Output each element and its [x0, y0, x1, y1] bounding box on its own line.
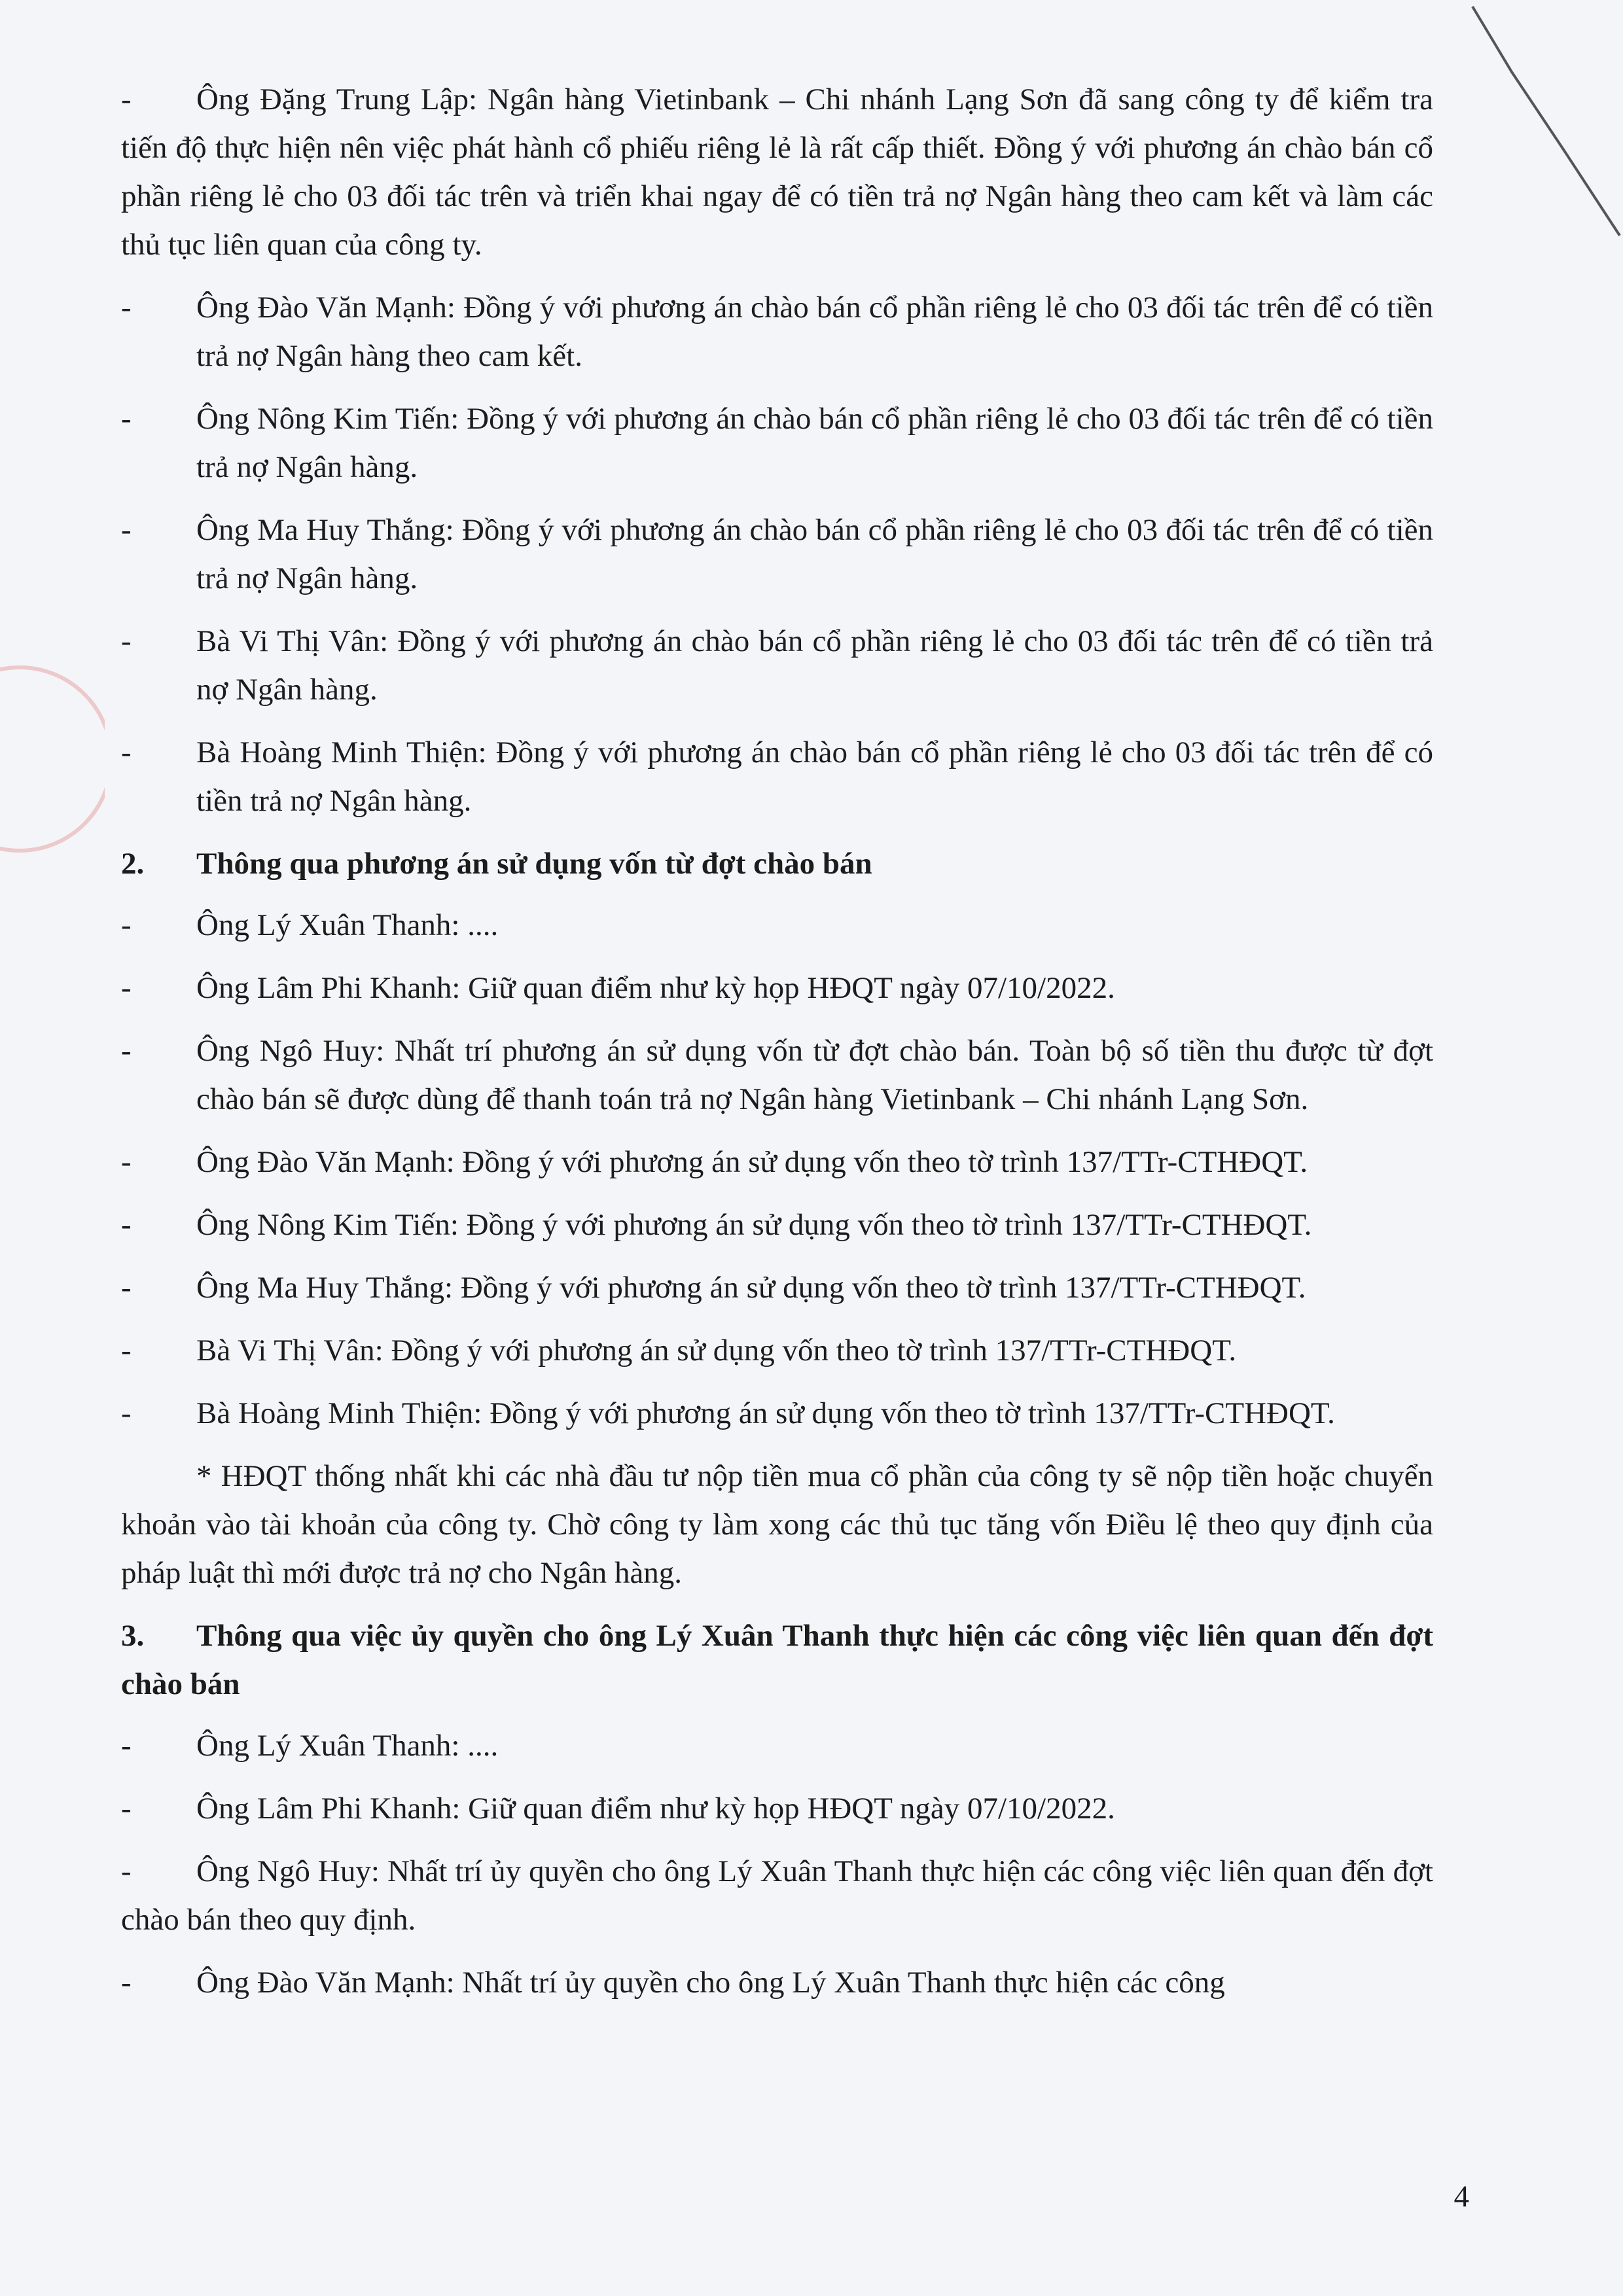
section-title: Thông qua việc ủy quyền cho ông Lý Xuân Thanh thực hiện các công việc liên quan đến đợt chào bán	[121, 1619, 1433, 1701]
opinion-text: Ông Ngô Huy: Nhất trí phương án sử dụng vốn từ đợt chào bán. Toàn bộ số tiền thu được từ đợt chào bán sẽ được dùng để thanh toán trả nợ Ngân hàng Vietinbank – Chi nhánh Lạng Sơn.	[196, 1034, 1433, 1116]
list-dash: -	[121, 402, 132, 436]
opinion-item	[121, 1201, 1433, 1249]
list-dash: -	[121, 291, 132, 325]
opinion-text: Ông Ma Huy Thắng: Đồng ý với phương án sử dụng vốn theo tờ trình 137/TTr-CTHĐQT.	[196, 1271, 1306, 1305]
opinion-item	[121, 1784, 1433, 1833]
opinion-item	[121, 1326, 1433, 1375]
list-dash: -	[121, 1333, 132, 1368]
opinion-text: Bà Hoàng Minh Thiện: Đồng ý với phương án sử dụng vốn theo tờ trình 137/TTr-CTHĐQT.	[196, 1396, 1335, 1430]
opinion-text: Bà Hoàng Minh Thiện: Đồng ý với phương án chào bán cổ phần riêng lẻ cho 03 đối tác trên để có tiền trả nợ Ngân hàng.	[196, 735, 1433, 818]
opinion-text: Ông Đào Văn Mạnh: Đồng ý với phương án sử dụng vốn theo tờ trình 137/TTr-CTHĐQT.	[196, 1145, 1308, 1179]
opinion-text: Ông Lâm Phi Khanh: Giữ quan điểm như kỳ họp HĐQT ngày 07/10/2022.	[196, 1792, 1115, 1826]
opinion-text: Ông Lâm Phi Khanh: Giữ quan điểm như kỳ họp HĐQT ngày 07/10/2022.	[196, 971, 1115, 1005]
opinion-item	[121, 964, 1433, 1012]
stamp-bleed-through	[0, 622, 105, 896]
section-number: 2.	[121, 847, 145, 881]
opinion-item	[121, 1389, 1433, 1438]
page-number: 4	[1454, 2180, 1469, 2214]
opinion-text: Ông Lý Xuân Thanh: ....	[196, 1729, 499, 1763]
section-number: 3.	[121, 1619, 145, 1653]
list-dash: -	[121, 1729, 132, 1763]
opinion-text: Ông Nông Kim Tiến: Đồng ý với phương án sử dụng vốn theo tờ trình 137/TTr-CTHĐQT.	[196, 1208, 1312, 1242]
list-dash: -	[121, 908, 132, 942]
opinion-text: Ông Lý Xuân Thanh: ....	[196, 908, 499, 942]
opinion-item	[121, 617, 1433, 714]
section-title: Thông qua phương án sử dụng vốn từ đợt chào bán	[196, 847, 872, 881]
opinion-item	[121, 283, 1433, 380]
opinion-item	[121, 1722, 1433, 1770]
list-dash: -	[121, 1034, 132, 1068]
opinion-text: Ông Đào Văn Mạnh: Nhất trí ủy quyền cho ông Lý Xuân Thanh thực hiện các công	[196, 1966, 1225, 2000]
opinion-text: Ông Đào Văn Mạnh: Đồng ý với phương án chào bán cổ phần riêng lẻ cho 03 đối tác trên để có tiền trả nợ Ngân hàng theo cam kết.	[196, 291, 1433, 373]
opinion-item	[121, 728, 1433, 825]
opinion-item	[121, 1027, 1433, 1123]
opinion-text: Ông Ngô Huy: Nhất trí ủy quyền cho ông Lý Xuân Thanh thực hiện các công việc liên quan đến đợt chào bán theo quy định.	[121, 1854, 1433, 1937]
opinion-text: Ông Nông Kim Tiến: Đồng ý với phương án chào bán cổ phần riêng lẻ cho 03 đối tác trên để có tiền trả nợ Ngân hàng.	[196, 402, 1433, 484]
board-note: * HĐQT thống nhất khi các nhà đầu tư nộp tiền mua cổ phần của công ty sẽ nộp tiền hoặc chuyển khoản vào tài khoản của công ty. Chờ công ty làm xong các thủ tục tăng vốn Điều lệ theo quy định của pháp luật thì mới được trả nợ cho Ngân hàng.	[121, 1459, 1433, 1590]
folded-corner-mark	[1466, 0, 1623, 275]
section-2-heading	[121, 839, 1433, 888]
list-dash: -	[121, 1145, 132, 1179]
list-dash: -	[121, 971, 132, 1005]
opinion-text: Bà Vi Thị Vân: Đồng ý với phương án sử dụng vốn theo tờ trình 137/TTr-CTHĐQT.	[196, 1333, 1237, 1368]
opinion-item	[121, 1138, 1433, 1186]
opinion-item	[121, 1958, 1433, 2007]
list-dash: -	[121, 513, 132, 547]
list-dash: -	[121, 1271, 132, 1305]
list-dash: -	[121, 1854, 132, 1888]
opinion-item	[121, 506, 1433, 603]
list-dash: -	[121, 1396, 132, 1430]
intro-opinions	[121, 75, 1433, 825]
list-dash: -	[121, 82, 132, 116]
section-2-opinions	[121, 901, 1433, 1438]
opinion-item	[121, 75, 1433, 269]
opinion-item	[121, 1263, 1433, 1312]
opinion-text: Bà Vi Thị Vân: Đồng ý với phương án chào bán cổ phần riêng lẻ cho 03 đối tác trên để có tiền trả nợ Ngân hàng.	[196, 624, 1433, 707]
list-dash: -	[121, 735, 132, 769]
opinion-item	[121, 901, 1433, 949]
opinion-text: Ông Đặng Trung Lập: Ngân hàng Vietinbank – Chi nhánh Lạng Sơn đã sang công ty để kiểm tra tiến độ thực hiện nên việc phát hành cổ phiếu riêng lẻ là rất cấp thiết. Đồng ý với phương án chào bán cổ phần riêng lẻ cho 03 đối tác trên và triển khai ngay để có tiền trả nợ Ngân hàng theo cam kết và làm các thủ tục liên quan của công ty.	[121, 82, 1433, 262]
list-dash: -	[121, 1792, 132, 1826]
document-body	[121, 75, 1433, 2021]
section-3-opinions	[121, 1722, 1433, 2007]
list-dash: -	[121, 1966, 132, 2000]
opinion-item	[121, 1847, 1433, 1944]
list-dash: -	[121, 1208, 132, 1242]
opinion-text: Ông Ma Huy Thắng: Đồng ý với phương án chào bán cổ phần riêng lẻ cho 03 đối tác trên để có tiền trả nợ Ngân hàng.	[196, 513, 1433, 595]
opinion-item	[121, 395, 1433, 491]
section-3-heading	[121, 1612, 1433, 1708]
list-dash: -	[121, 624, 132, 658]
